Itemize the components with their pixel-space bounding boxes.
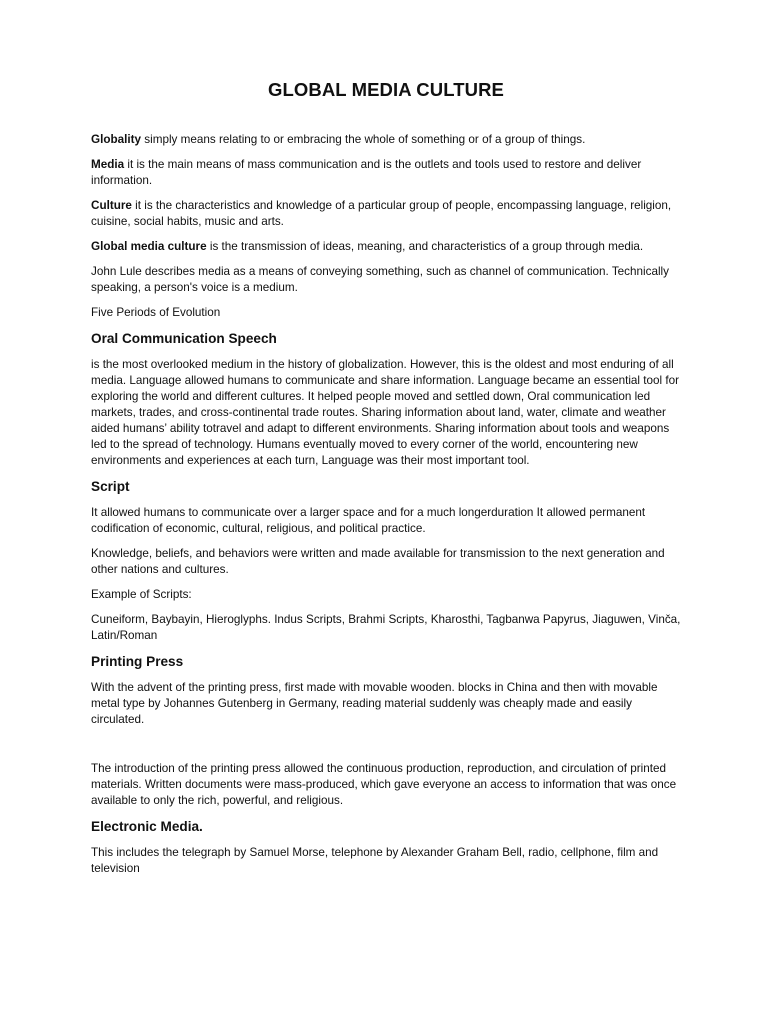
section-heading-electronic: Electronic Media.	[91, 819, 203, 834]
intro-paragraph: John Lule describes media as a means of conveying something, such as channel of communication. Technically speaking, a person's voice is a medium.	[91, 265, 669, 294]
printing-paragraph-2: The introduction of the printing press allowed the continuous production, reproduction, and circulation of printed materials. Written documents were mass-produced, which gave everyone an access to information that was once available to only the rich, powerful, and religious.	[91, 762, 677, 807]
definition-culture	[91, 198, 681, 230]
definition-globality	[91, 132, 681, 148]
section-heading-oral: Oral Communication Speech	[91, 331, 277, 346]
document-title: GLOBAL MEDIA CULTURE	[268, 79, 504, 100]
definition-text: it is the characteristics and knowledge of a particular group of people, encompassing language, religion, cuisine, social habits, music and arts.	[91, 199, 672, 228]
definition-term: Media	[91, 158, 125, 171]
definition-term: Globality	[91, 133, 142, 146]
paragraph-spacer	[91, 737, 681, 761]
script-examples-label: Example of Scripts:	[91, 588, 192, 601]
definition-media	[91, 157, 681, 189]
section-heading-printing: Printing Press	[91, 654, 184, 669]
definition-global-media-culture	[91, 239, 681, 255]
definition-term: Culture	[91, 199, 132, 212]
section-heading-script: Script	[91, 479, 130, 494]
definition-text: simply means relating to or embracing the whole of something or of a group of things.	[141, 133, 586, 146]
printing-paragraph-1: With the advent of the printing press, first made with movable wooden. blocks in China and then with movable metal type by Johannes Gutenberg in Germany, reading material suddenly was cheaply made and easily circulated.	[91, 681, 658, 726]
definition-text: it is the main means of mass communication and is the outlets and tools used to restore and deliver information.	[91, 158, 642, 187]
electronic-paragraph: This includes the telegraph by Samuel Morse, telephone by Alexander Graham Bell, radio, cellphone, film and television	[91, 846, 659, 875]
script-paragraph-1: It allowed humans to communicate over a larger space and for a much longerduration It allowed permanent codification of economic, cultural, religious, and political practice.	[91, 506, 646, 535]
script-examples: Cuneiform, Baybayin, Hieroglyphs. Indus Scripts, Brahmi Scripts, Kharosthi, Tagbanwa Papyrus, Jiaguwen, Vinča, Latin/Roman	[91, 613, 681, 642]
script-paragraph-2: Knowledge, beliefs, and behaviors were written and made available for transmission to the next generation and other nations and cultures.	[91, 547, 665, 576]
document-body	[91, 76, 681, 886]
periods-label: Five Periods of Evolution	[91, 306, 221, 319]
oral-paragraph: is the most overlooked medium in the history of globalization. However, this is the oldest and most enduring of all media. Language allowed humans to communicate and share information. Language became an essential tool for exploring the world and different cultures. It helped people moved and settled down, Oral communication led markets, trades, and cross-continental trade routes. Sharing information about land, water, climate and weather aided humans’ ability totravel and adapt to different environments. Sharing information about tools and weapons led to the spread of technology. Humans eventually moved to every corner of the world, encountering new environments and experiences at each turn, Language was their most important tool.	[91, 358, 679, 467]
definition-term: Global media culture	[91, 240, 207, 253]
definition-text: is the transmission of ideas, meaning, and characteristics of a group through media.	[206, 240, 644, 253]
